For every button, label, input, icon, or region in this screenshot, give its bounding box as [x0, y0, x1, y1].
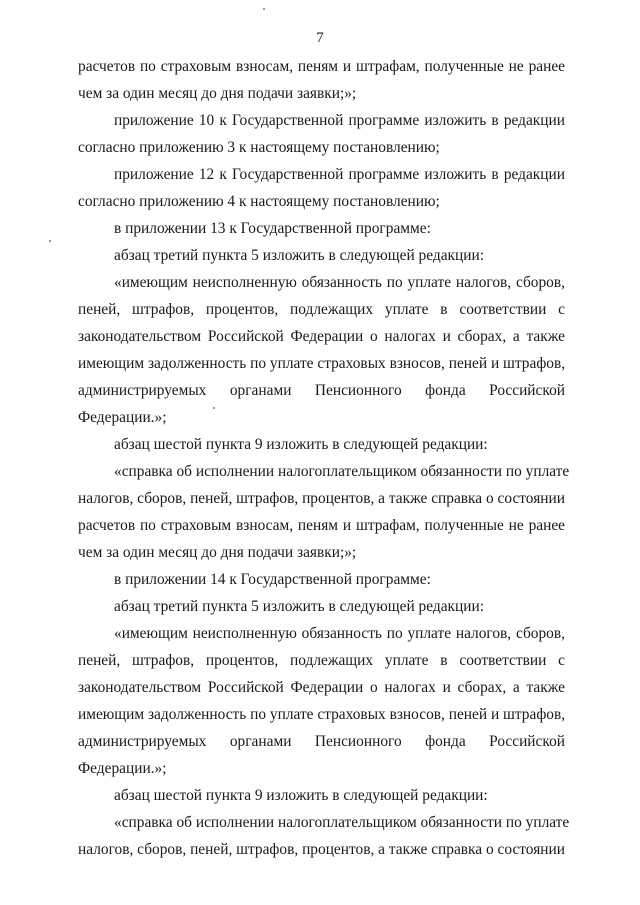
text-line: абзац шестой пункта 9 изложить в следующей редакции:	[114, 787, 488, 804]
text-line: законодательством Российской Федерации о налогах и сборах, а также	[78, 679, 565, 696]
text-line: приложение 10 к Государственной программе изложить в редакции	[114, 112, 565, 129]
text-line: имеющим задолженность по уплате страховых взносов, пеней и штрафов,	[78, 706, 566, 723]
text-line: «справка об исполнении налогоплательщиком обязанности по уплате	[114, 463, 570, 480]
text-line: в приложении 14 к Государственной программе:	[114, 571, 431, 588]
scan-speck	[263, 8, 265, 10]
text-line: абзац шестой пункта 9 изложить в следующей редакции:	[114, 436, 488, 453]
text-line: «имеющим неисполненную обязанность по уплате налогов, сборов,	[114, 274, 565, 291]
text-line: расчетов по страховым взносам, пеням и штрафам, полученные не ранее	[78, 58, 565, 75]
scan-speck	[213, 407, 215, 409]
text-line: налогов, сборов, пеней, штрафов, процентов, а также справка о состоянии	[78, 490, 565, 507]
text-line: расчетов по страховым взносам, пеням и штрафам, полученные не ранее	[78, 517, 565, 534]
scan-speck	[49, 240, 51, 242]
text-line: абзац третий пункта 5 изложить в следующей редакции:	[114, 247, 484, 264]
document-body	[78, 53, 570, 863]
text-line: согласно приложению 3 к настоящему постановлению;	[78, 139, 440, 156]
text-line: абзац третий пункта 5 изложить в следующей редакции:	[114, 598, 484, 615]
text-line: администрируемых органами Пенсионного фонда Российской	[78, 382, 565, 399]
text-line: пеней, штрафов, процентов, подлежащих уплате в соответствии с	[78, 301, 565, 318]
text-line: законодательством Российской Федерации о налогах и сборах, а также	[78, 328, 565, 345]
text-line: в приложении 13 к Государственной программе:	[114, 220, 431, 237]
page-number: 7	[316, 30, 324, 46]
text-line: «справка об исполнении налогоплательщиком обязанности по уплате	[114, 814, 570, 831]
text-line: «имеющим неисполненную обязанность по уплате налогов, сборов,	[114, 625, 565, 642]
text-line: Федерации.»;	[78, 409, 167, 426]
text-line: согласно приложению 4 к настоящему постановлению;	[78, 193, 440, 210]
text-line: пеней, штрафов, процентов, подлежащих уплате в соответствии с	[78, 652, 565, 669]
text-line: чем за один месяц до дня подачи заявки;»;	[78, 85, 357, 102]
text-line: Федерации.»;	[78, 760, 167, 777]
text-line: чем за один месяц до дня подачи заявки;»;	[78, 544, 357, 561]
text-line: приложение 12 к Государственной программе изложить в редакции	[114, 166, 565, 183]
text-line: имеющим задолженность по уплате страховых взносов, пеней и штрафов,	[78, 355, 566, 372]
text-line: налогов, сборов, пеней, штрафов, процентов, а также справка о состоянии	[78, 841, 565, 858]
text-line: администрируемых органами Пенсионного фонда Российской	[78, 733, 565, 750]
